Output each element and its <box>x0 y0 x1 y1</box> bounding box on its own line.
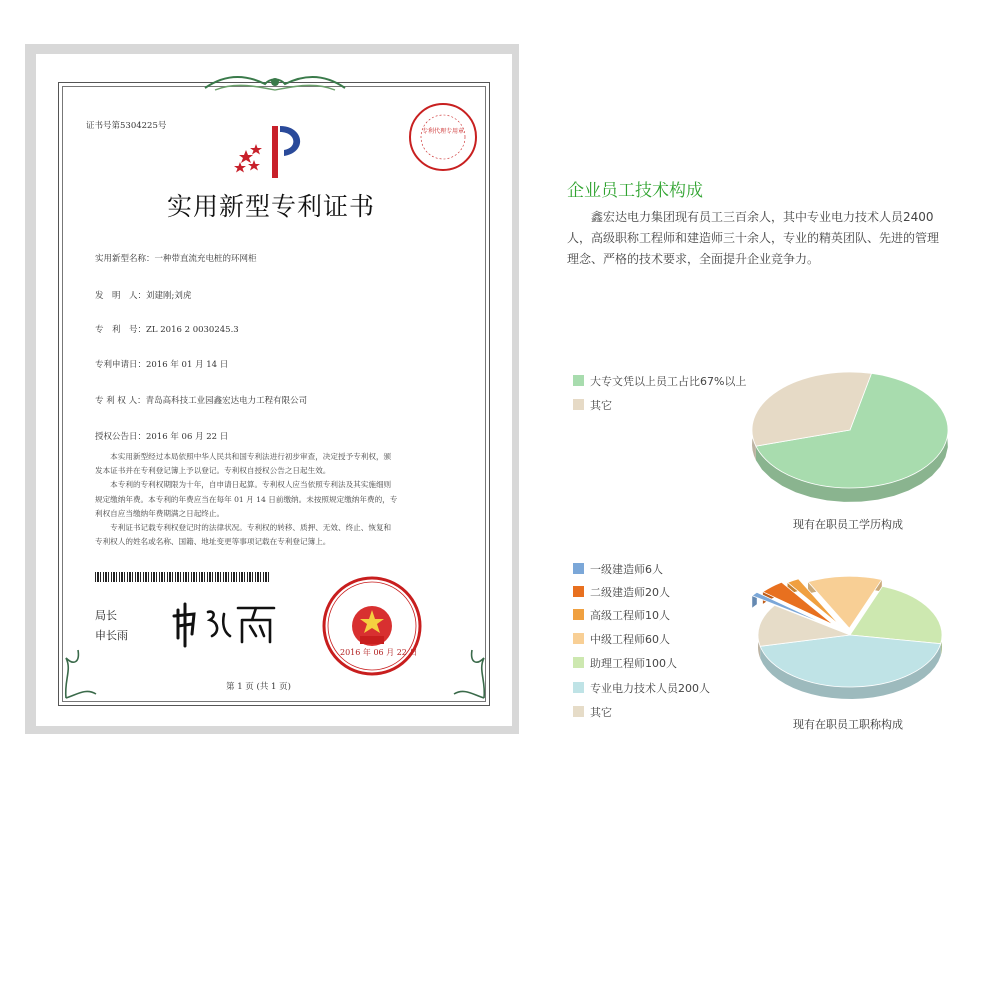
intro-paragraph: 鑫宏达电力集团现有员工三百余人，其中专业电力技术人员2400人，高级职称工程师和建造师三十余人，专业的精英团队、先进的管理理念、严格的技术要求，全面提升企业竞争力。 <box>567 210 940 266</box>
legend-swatch <box>573 563 584 574</box>
legend-swatch <box>573 609 584 620</box>
certificate-paragraph: 本实用新型经过本局依照中华人民共和国专利法进行初步审查，决定授予专利权，颁 发本证书并在专利登记簿上予以登记。专利权自授权公告之日起生效。 本专利的专利权期限为十年，自申请日起算。专利权人应当依照专利法及其实施细则 规定缴纳年费。本专利的年费应当在每年 01 月 14 日前缴纳。未按照规定缴纳年费的，专 利权自应当缴纳年费期满之日起终止。 专利证书记载专利权登记时的法律状况。专利权的转移、质押、无效、终止、恢复和 专利权人的姓名或名称、国籍、地址变更等事项记载在专利登记簿上。 <box>95 452 398 547</box>
chart1-legend-item <box>573 399 612 413</box>
legend-swatch <box>573 706 584 717</box>
chart2-legend-label: 二级建造师20人 <box>590 586 670 599</box>
chart2-legend-label: 助理工程师100人 <box>590 657 677 670</box>
chart1-caption: 现有在职员工学历构成 <box>793 518 903 531</box>
section-title: 企业员工技术构成 <box>567 181 703 201</box>
legend-swatch <box>573 657 584 668</box>
ornament-bottom-right <box>450 640 490 700</box>
state-seal-icon <box>320 574 424 678</box>
chart2-legend-item <box>573 609 670 623</box>
chart2-legend-item <box>573 682 710 696</box>
chart2-legend-label: 其它 <box>590 706 612 719</box>
chart2-legend-item <box>573 586 670 600</box>
chart1-legend-label: 其它 <box>590 399 612 412</box>
chart2-legend-label: 专业电力技术人员200人 <box>590 682 710 695</box>
certificate-title: 实用新型专利证书 <box>167 192 376 221</box>
chart-education-pie <box>745 365 955 515</box>
legend-swatch <box>573 399 584 410</box>
patent-office-logo-icon <box>232 122 312 180</box>
chart-title-pie <box>720 565 955 715</box>
signature-label-title: 局长 <box>95 609 117 622</box>
field-name: 实用新型名称：一种带直流充电桩的环网柜 <box>95 254 257 264</box>
chart2-legend-item <box>573 563 663 577</box>
barcode <box>95 572 270 582</box>
certificate-number: 证书号第5304225号 <box>86 121 167 131</box>
chart2-caption: 现有在职员工职称构成 <box>793 718 903 731</box>
chart2-legend-item <box>573 633 670 647</box>
chart2-legend-item <box>573 657 677 671</box>
field-application-date: 专利申请日：2016 年 01 月 14 日 <box>95 360 229 370</box>
legend-swatch <box>573 375 584 386</box>
field-patentee: 专 利 权 人：青岛高科技工业园鑫宏达电力工程有限公司 <box>95 396 308 406</box>
seal-text: 专利代理专用章 <box>421 128 465 135</box>
chart2-legend-label: 一级建造师6人 <box>590 563 663 576</box>
legend-swatch <box>573 633 584 644</box>
ornament-bottom-left <box>60 640 100 700</box>
chart1-legend-item <box>573 375 746 389</box>
page-number: 第 1 页 (共 1 页) <box>226 682 291 692</box>
chart2-legend-label: 中级工程师60人 <box>590 633 670 646</box>
field-inventor: 发 明 人：刘建刚;刘虎 <box>95 291 192 301</box>
stamp-date: 2016 年 06 月 22 日 <box>340 648 418 657</box>
signature-label-name: 申长雨 <box>95 629 128 642</box>
handwritten-signature <box>172 598 282 648</box>
field-grant-date: 授权公告日：2016 年 06 月 22 日 <box>95 432 229 442</box>
legend-swatch <box>573 682 584 693</box>
legend-swatch <box>573 586 584 597</box>
chart2-legend-item <box>573 706 612 720</box>
field-patent-number: 专 利 号：ZL 2016 2 0030245.3 <box>95 325 239 335</box>
chart1-legend-label: 大专文凭以上员工占比67%以上 <box>590 375 747 388</box>
agency-seal-icon <box>406 100 480 174</box>
ornament-top <box>195 70 355 96</box>
chart2-legend-label: 高级工程师10人 <box>590 609 670 622</box>
